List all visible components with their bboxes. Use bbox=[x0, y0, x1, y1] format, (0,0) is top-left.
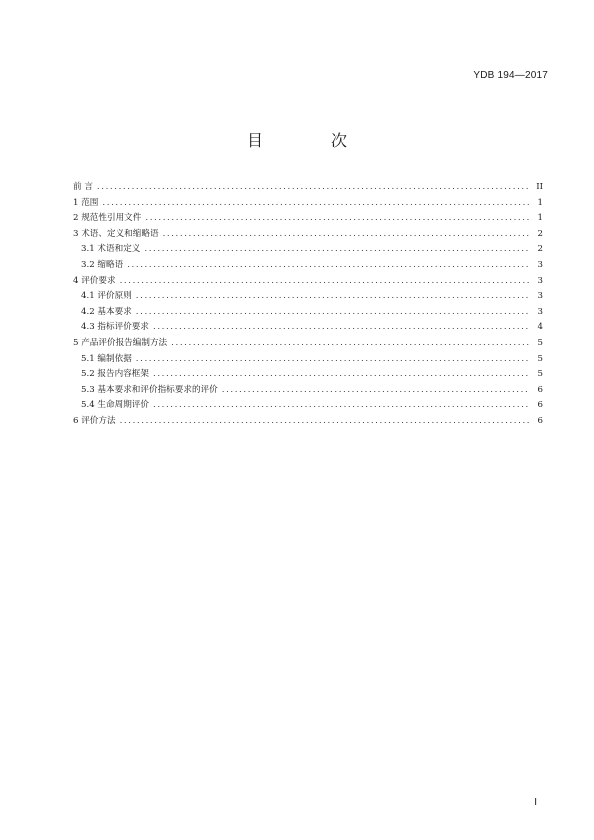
toc-entry[interactable] bbox=[73, 227, 543, 243]
toc-entry-label: 指标评价要求 bbox=[97, 322, 149, 333]
toc-leader-dots bbox=[102, 196, 529, 212]
toc-entry-number: 5.3 bbox=[81, 384, 98, 395]
toc-entry-label: 缩略语 bbox=[97, 259, 124, 270]
toc-entry-label: 前 言 bbox=[73, 182, 93, 192]
toc-entry-label: 生命周期评价 bbox=[97, 400, 149, 411]
toc-entry-page: 6 bbox=[537, 384, 543, 395]
toc-leader-dots bbox=[153, 320, 529, 336]
toc-leader-dots bbox=[127, 258, 529, 274]
toc-entry-label: 基本要求 bbox=[97, 306, 132, 317]
table-of-contents bbox=[73, 180, 543, 430]
toc-entry-page: 5 bbox=[537, 369, 543, 380]
toc-entry-number: 5 bbox=[73, 337, 82, 348]
page-number: I bbox=[534, 797, 537, 808]
toc-entry-label: 范围 bbox=[81, 197, 99, 208]
toc-entry-number: 2 bbox=[73, 213, 82, 224]
toc-entry[interactable] bbox=[73, 398, 543, 414]
toc-leader-dots bbox=[136, 352, 529, 368]
toc-entry-page: 3 bbox=[537, 291, 543, 302]
toc-leader-dots bbox=[153, 367, 529, 383]
toc-entry-page: 4 bbox=[537, 322, 543, 333]
toc-entry-page: 3 bbox=[537, 275, 543, 286]
toc-entry[interactable] bbox=[73, 305, 543, 321]
toc-entry-label: 评价要求 bbox=[81, 275, 116, 286]
toc-entry-page: 3 bbox=[537, 259, 543, 270]
toc-leader-dots bbox=[171, 336, 529, 352]
toc-entry-number: 4.3 bbox=[81, 322, 98, 333]
toc-entry-label: 评价原则 bbox=[97, 291, 132, 302]
toc-entry-label: 基本要求和评价指标要求的评价 bbox=[97, 384, 218, 395]
toc-leader-dots bbox=[145, 211, 529, 227]
toc-entry[interactable] bbox=[73, 211, 543, 227]
toc-entry-number: 6 bbox=[73, 415, 82, 426]
toc-entry-number: 4 bbox=[73, 275, 82, 286]
toc-entry-number: 4.1 bbox=[81, 291, 98, 302]
toc-entry-number: 1 bbox=[73, 197, 82, 208]
toc-entry-label: 规范性引用文件 bbox=[81, 213, 142, 224]
toc-entry-page: 5 bbox=[537, 337, 543, 348]
toc-leader-dots bbox=[97, 180, 529, 196]
toc-entry-page: 6 bbox=[537, 415, 543, 426]
toc-title: 目 次 bbox=[246, 131, 373, 150]
toc-leader-dots bbox=[120, 414, 529, 430]
toc-entry[interactable] bbox=[73, 242, 543, 258]
toc-entry[interactable] bbox=[73, 352, 543, 368]
toc-entry-page: 3 bbox=[537, 306, 543, 317]
toc-entry-label: 报告内容框架 bbox=[97, 369, 149, 380]
toc-entry[interactable] bbox=[73, 274, 543, 290]
toc-entry[interactable] bbox=[73, 320, 543, 336]
toc-entry-number: 3 bbox=[73, 228, 82, 239]
toc-entry[interactable] bbox=[73, 258, 543, 274]
toc-entry-page: 2 bbox=[537, 228, 543, 239]
toc-leader-dots bbox=[136, 305, 529, 321]
toc-entry-page: 2 bbox=[537, 244, 543, 255]
toc-entry-label: 编制依据 bbox=[97, 353, 132, 364]
toc-leader-dots bbox=[153, 398, 529, 414]
toc-leader-dots bbox=[120, 274, 529, 290]
toc-entry[interactable] bbox=[73, 289, 543, 305]
document-code: YDB 194—2017 bbox=[473, 70, 548, 81]
toc-entry-number: 3.1 bbox=[81, 244, 98, 255]
toc-entry-page: 6 bbox=[537, 400, 543, 411]
toc-entry-number: 5.4 bbox=[81, 400, 98, 411]
toc-entry-page: 1 bbox=[537, 213, 543, 224]
toc-leader-dots bbox=[144, 242, 529, 258]
toc-entry[interactable] bbox=[73, 336, 543, 352]
toc-entry-number: 3.2 bbox=[81, 259, 98, 270]
toc-entry-label: 产品评价报告编制方法 bbox=[81, 337, 168, 348]
toc-entry-page: 5 bbox=[537, 353, 543, 364]
toc-entry[interactable] bbox=[73, 414, 543, 430]
toc-entry-page: 1 bbox=[537, 197, 543, 208]
toc-entry-label: 评价方法 bbox=[81, 415, 116, 426]
toc-entry[interactable] bbox=[73, 367, 543, 383]
toc-entry[interactable] bbox=[73, 383, 543, 399]
toc-entry-page: II bbox=[536, 182, 543, 192]
toc-entry[interactable] bbox=[73, 196, 543, 212]
toc-leader-dots bbox=[163, 227, 529, 243]
toc-entry-number: 4.2 bbox=[81, 306, 98, 317]
toc-entry[interactable] bbox=[73, 180, 543, 196]
toc-leader-dots bbox=[136, 289, 529, 305]
toc-entry-label: 术语和定义 bbox=[97, 244, 141, 255]
toc-leader-dots bbox=[222, 383, 529, 399]
toc-entry-label: 术语、定义和缩略语 bbox=[81, 228, 159, 239]
toc-entry-number: 5.2 bbox=[81, 369, 98, 380]
toc-entry-number: 5.1 bbox=[81, 353, 98, 364]
